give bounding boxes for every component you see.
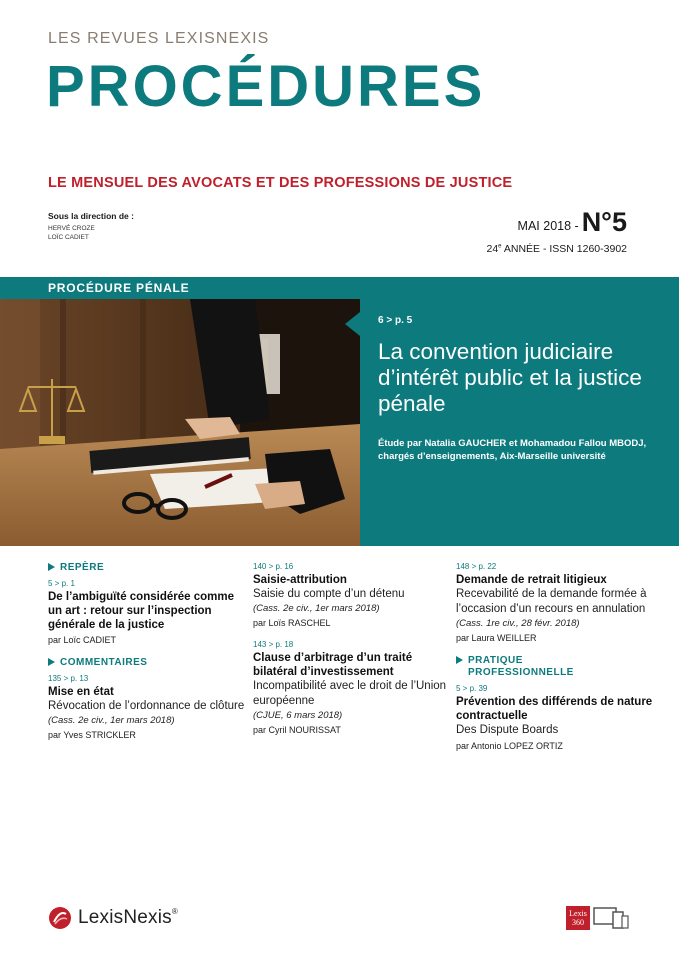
journal-title: PROCÉDURES: [46, 54, 486, 119]
article-subtitle: Des Dispute Boards: [456, 724, 559, 736]
courtroom-photo-illustration: [0, 299, 360, 546]
article-entry[interactable]: [48, 674, 248, 742]
issn-line: [486, 243, 627, 255]
article-title: Prévention des différends de nature contractuelle: [456, 696, 653, 722]
triangle-bullet-icon: [456, 656, 463, 664]
article-subtitle: Saisie du compte d’un détenu: [253, 588, 405, 600]
article-author: par Antonio LOPEZ ORTIZ: [456, 741, 563, 751]
article-author: par Cyril NOURISSAT: [253, 725, 341, 735]
issn-text: ANNÉE - ISSN 1260-3902: [501, 243, 627, 255]
article-citation: (Cass. 2e civ., 1er mars 2018): [253, 603, 380, 614]
issue-date: MAI 2018 -: [517, 219, 579, 233]
column-left: [48, 562, 248, 752]
article-author: par Loïs RASCHEL: [253, 618, 331, 628]
lexisnexis-logo-icon: [48, 906, 72, 930]
series-name: LES REVUES LEXISNEXIS: [48, 30, 270, 47]
page-ref: 5 > p. 1: [48, 579, 75, 588]
article-entry[interactable]: [253, 640, 453, 737]
column-right: [456, 562, 656, 763]
section-heading-pratique: PRATIQUE PROFESSIONNELLE: [456, 655, 656, 679]
article-entry[interactable]: [456, 562, 656, 645]
page-ref: 140 > p. 16: [253, 562, 294, 571]
article-author: par Yves STRICKLER: [48, 730, 136, 740]
feature-title: La convention judiciaire d’intérêt public et la justice pénale: [378, 339, 642, 416]
article-author: par Loïc CADIET: [48, 635, 117, 645]
article-entry[interactable]: [253, 562, 453, 630]
article-author: par Laura WEILLER: [456, 633, 537, 643]
lexis360-badge: [566, 906, 629, 930]
article-citation: (Cass. 2e civ., 1er mars 2018): [48, 715, 175, 726]
article-entry[interactable]: [456, 684, 656, 753]
year-number: 24: [486, 243, 499, 255]
category-label: PROCÉDURE PÉNALE: [48, 281, 190, 295]
year-suffix: e: [498, 243, 502, 250]
section-heading-repere: REPÈRE: [48, 562, 248, 574]
feature-page-ref: 6 > p. 5: [378, 315, 413, 326]
section-heading-commentaires: COMMENTAIRES: [48, 657, 248, 669]
article-subtitle: Incompatibilité avec le droit de l’Union européenne: [253, 680, 447, 707]
column-middle: [253, 562, 453, 747]
article-subtitle: Recevabilité de la demande formée à l’occasion d’un recours en annulation: [456, 588, 647, 615]
feature-article[interactable]: [360, 299, 679, 546]
feature-author: Étude par Natalia GAUCHER et Mohamadou Fallou MBODJ, chargés d’enseignements, Aix-Marseille université: [378, 438, 647, 462]
article-citation: (CJUE, 6 mars 2018): [253, 710, 343, 721]
registered-mark: ®: [171, 907, 178, 916]
issue-block: [518, 209, 627, 236]
direction-block: [48, 211, 134, 242]
article-title: Clause d’arbitrage d’un traité bilatéral d’investissement: [253, 652, 413, 678]
page-ref: 135 > p. 13: [48, 674, 89, 683]
article-title: Saisie-attribution: [253, 574, 347, 586]
article-title: Mise en état: [48, 686, 114, 698]
page-ref: 5 > p. 39: [456, 684, 488, 693]
tagline: LE MENSUEL DES AVOCATS ET DES PROFESSIONS DE JUSTICE: [48, 175, 513, 191]
article-title: Demande de retrait litigieux: [456, 574, 607, 586]
lexis360-logo: Lexis 360: [566, 906, 590, 930]
article-citation: (Cass. 1re civ., 28 févr. 2018): [456, 618, 580, 629]
article-title: De l’ambiguïté considérée comme un art : retour sur l’inspection générale de la justice: [48, 591, 234, 631]
article-entry[interactable]: [48, 579, 248, 647]
direction-label: Sous la direction de :: [48, 211, 134, 221]
page-ref: 143 > p. 18: [253, 640, 294, 649]
feature-pointer: [345, 312, 360, 336]
device-screens-icon: [593, 906, 629, 930]
article-subtitle: Révocation de l’ordonnance de clôture: [48, 700, 245, 712]
publisher-logo: [48, 906, 178, 930]
director-name: HERVÉ CROZE: [48, 225, 95, 232]
category-band: [0, 277, 679, 299]
publisher-name: LexisNexis: [78, 907, 172, 928]
triangle-bullet-icon: [48, 658, 55, 666]
director-name: LOÏC CADIET: [48, 234, 89, 241]
page-ref: 148 > p. 22: [456, 562, 497, 571]
triangle-bullet-icon: [48, 563, 55, 571]
cover-photo: [0, 299, 360, 546]
issue-number: N°5: [581, 207, 627, 237]
